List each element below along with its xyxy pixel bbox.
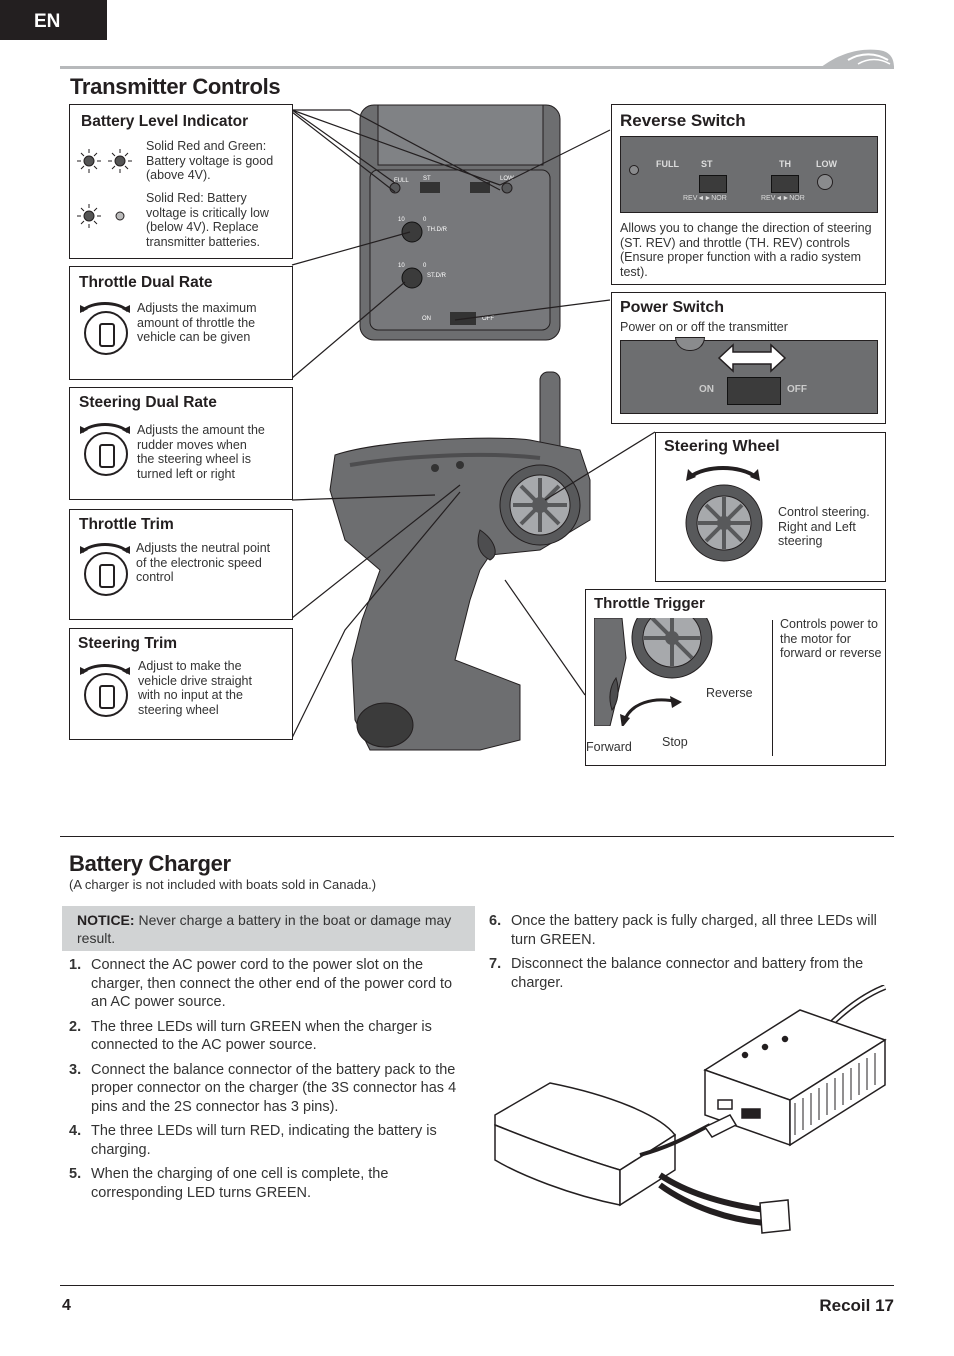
throttle-trim-text: Adjusts the neutral point of the electronic speed control <box>136 541 271 584</box>
steering-wheel-title: Steering Wheel <box>664 438 780 455</box>
step-item: 2. The three LEDs will turn GREEN when the charger is connected to the AC power source. <box>69 1018 432 1053</box>
charger-battery-illustration <box>490 985 890 1245</box>
section-divider <box>60 836 894 837</box>
panel-led-low <box>817 174 833 190</box>
led-indicator-icon <box>74 143 138 233</box>
st-rev-nor-label: REV◄►NOR <box>683 195 727 202</box>
notice-label: NOTICE: <box>77 912 135 928</box>
panel-knob <box>675 337 705 351</box>
throttle-dual-rate-text: Adjusts the maximum amount of throttle the vehicle can be given <box>137 301 257 344</box>
step-item: 6. Once the battery pack is fully charged, all three LEDs will turn GREEN. <box>489 913 877 948</box>
throttle-trigger-title: Throttle Trigger <box>594 595 705 612</box>
step-item: 7. Disconnect the balance connector and battery from the charger. <box>489 956 864 991</box>
stop-label: Stop <box>662 735 688 749</box>
steering-dual-rate-text: Adjusts the amount the rudder moves when the steering wheel is turned left or right <box>137 423 265 481</box>
power-switch-box <box>611 292 886 424</box>
step-item: 3. Connect the balance connector of the battery pack to the proper connector on the charger (the 3S connector has 4 pins and the 2S connector has 3 pins). <box>69 1061 457 1115</box>
reverse-label: Reverse <box>706 686 753 700</box>
steering-trim-text: Adjust to make the vehicle drive straight with no input at the steering wheel <box>138 659 252 717</box>
steering-trim-box <box>69 628 293 740</box>
reverse-switch-text: Allows you to change the direction of steering (ST. REV) and throttle (TH. REV) controls (Ensure proper function with a radio system test). <box>620 221 872 279</box>
body-full-label: FULL <box>394 178 409 184</box>
body-low-label: LOW <box>500 176 514 182</box>
double-arrow-icon <box>717 343 787 373</box>
charger-title: Battery Charger <box>69 851 231 876</box>
throttle-trigger-text: Controls power to the motor for forward or reverse <box>780 617 882 660</box>
thdr-0: 0 <box>423 217 427 223</box>
charger-subtitle: (A charger is not included with boats sold in Canada.) <box>69 877 377 892</box>
throttle-dual-rate-title: Throttle Dual Rate <box>79 274 213 291</box>
steering-dual-rate-box <box>69 387 293 500</box>
panel-th-label: TH <box>779 159 791 169</box>
panel-led <box>629 165 639 175</box>
throttle-dual-rate-box <box>69 266 293 380</box>
page-number: 4 <box>62 1297 71 1314</box>
throttle-trigger-icon <box>594 618 714 726</box>
throttle-trim-knob-icon <box>84 552 128 596</box>
steering-trim-title: Steering Trim <box>78 635 178 652</box>
notice-text: Never charge a battery in the boat or damage may result. <box>77 912 452 946</box>
power-switch-text: Power on or off the transmitter <box>620 320 788 334</box>
steering-wheel-box <box>655 432 886 582</box>
reverse-switch-title: Reverse Switch <box>620 111 746 130</box>
th-rev-nor-label: REV◄►NOR <box>761 195 805 202</box>
battery-level-title: Battery Level Indicator <box>81 113 249 130</box>
body-on-label: ON <box>422 316 431 322</box>
step-item: 4. The three LEDs will turn RED, indicating the battery is charging. <box>69 1123 437 1158</box>
reverse-switch-box <box>611 104 886 285</box>
step-item: 1. Connect the AC power cord to the power slot on the charger, then connect the other end of the power cord to an AC power source. <box>69 957 453 1010</box>
body-st-label: ST <box>423 176 431 182</box>
battery-good-text: Solid Red and Green: Battery voltage is good (above 4V). <box>146 139 274 182</box>
throttle-trim-title: Throttle Trim <box>79 516 174 533</box>
battery-level-box <box>69 104 293 259</box>
stdr-0: 0 <box>423 263 427 269</box>
power-switch-title: Power Switch <box>620 299 725 316</box>
stdr-10: 10 <box>398 263 405 269</box>
reverse-switch-panel <box>620 136 878 213</box>
language-tab: EN <box>0 0 107 40</box>
panel-low-label: LOW <box>816 159 837 169</box>
steering-dual-rate-title: Steering Dual Rate <box>79 394 217 411</box>
st-rev-switch[interactable] <box>699 175 727 193</box>
th-rev-switch[interactable] <box>771 175 799 193</box>
power-on-label: ON <box>699 384 714 395</box>
power-toggle-switch[interactable] <box>727 377 781 405</box>
power-switch-panel <box>620 340 878 414</box>
steering-dual-rate-knob-icon <box>84 432 128 476</box>
body-off-label: OFF <box>482 316 494 322</box>
charger-steps-left <box>69 956 469 1208</box>
battery-low-text: Solid Red: Battery voltage is critically low (below 4V). Replace transmitter batteries. <box>146 191 269 249</box>
power-off-label: OFF <box>787 384 807 395</box>
step-item: 5. When the charging of one cell is complete, the corresponding LED turns GREEN. <box>69 1166 389 1201</box>
notice-box <box>62 906 475 951</box>
forward-label: Forward <box>586 740 632 754</box>
panel-st-label: ST <box>701 159 713 169</box>
footer-rule <box>60 1285 894 1286</box>
panel-full-label: FULL <box>656 159 679 169</box>
steering-wheel-text: Control steering. Right and Left steering <box>778 505 870 548</box>
throttle-trim-box <box>69 509 293 620</box>
throttle-trigger-box <box>585 589 886 766</box>
steering-trim-knob-icon <box>84 673 128 717</box>
steering-wheel-icon <box>684 463 764 573</box>
transmitter-title: Transmitter Controls <box>70 74 281 99</box>
product-name: Recoil 17 <box>819 1296 894 1315</box>
body-thdr-label: TH.D/R <box>427 227 447 233</box>
throttle-dual-rate-knob-icon <box>84 311 128 355</box>
thdr-10: 10 <box>398 217 405 223</box>
body-stdr-label: ST.D/R <box>427 273 447 279</box>
trigger-divider <box>772 620 773 756</box>
